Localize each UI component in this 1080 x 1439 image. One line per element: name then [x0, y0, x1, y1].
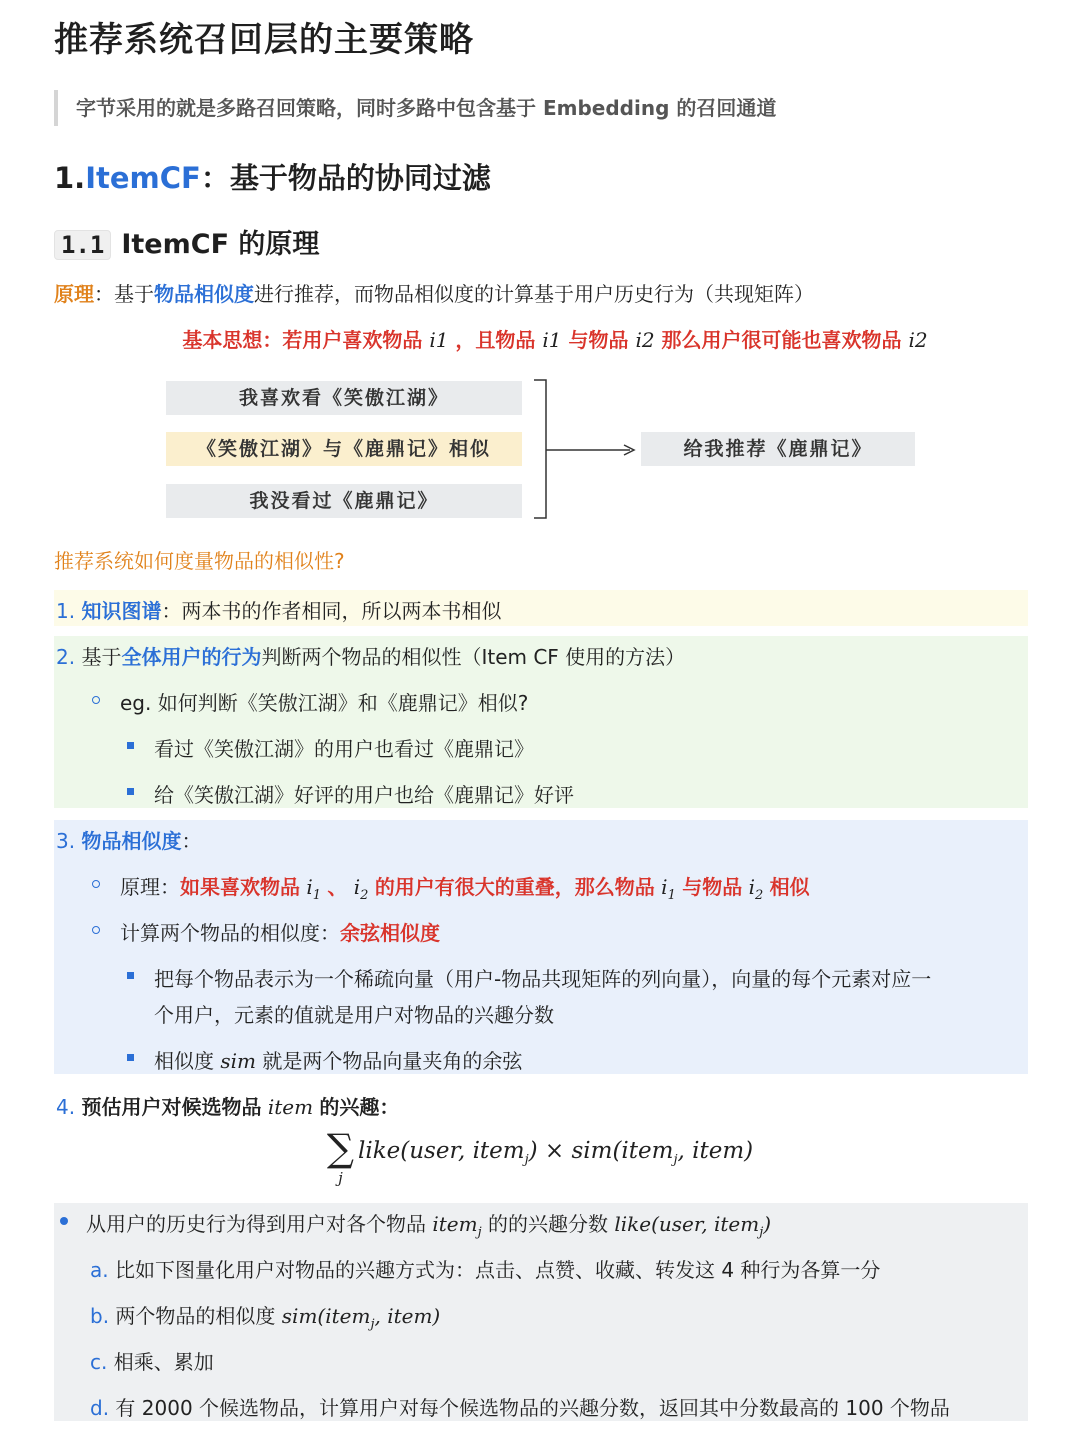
text-d: 有 2000 个候选物品，计算用户对每个候选物品的兴趣分数，返回其中分数最高的 100 个物品	[115, 1396, 950, 1420]
formula-part-1: like(user, item	[358, 1138, 525, 1164]
formula-part-3: , item)	[677, 1138, 754, 1164]
idea-text-4: 那么用户很可能也喜欢物品	[661, 328, 902, 352]
idea-text-1: 基本思想：若用户喜欢物品	[182, 328, 423, 352]
item2-text: 判断两个物品的相似性（Item CF 使用的方法）	[261, 645, 686, 669]
item2-bullet-2: 给《笑傲江湖》好评的用户也给《鹿鼎记》好评	[154, 783, 574, 807]
item3-principle-text-4: 相似	[769, 875, 810, 899]
item3-principle-label: 原理：	[120, 875, 180, 899]
item3-sim-post: 就是两个物品向量夹角的余弦	[262, 1049, 523, 1073]
item3-calc-highlight: 余弦相似度	[340, 921, 440, 945]
square-bullet-icon	[127, 972, 134, 979]
label-c: c.	[90, 1350, 108, 1374]
bottom-item-c	[90, 1346, 214, 1375]
formula	[0, 1126, 1080, 1190]
item3-principle-text-2: 的用户有很大的重叠，那么物品	[374, 875, 655, 899]
text-b-formula: sim(item	[281, 1304, 371, 1328]
section-number: 1.	[54, 161, 86, 195]
item4	[54, 1086, 1028, 1122]
subsection-text: ItemCF 的原理	[121, 229, 320, 260]
bottom-main	[86, 1208, 771, 1240]
sum-sign: ∑	[326, 1126, 355, 1170]
text-a: 比如下图量化用户对物品的兴趣方式为：点击、点赞、收藏、转发这 4 种行为各算一分	[114, 1258, 881, 1282]
item3-sub-2: 2	[360, 888, 369, 903]
item1-band	[54, 590, 1028, 626]
item4-var: item	[267, 1095, 314, 1119]
square-bullet-icon	[127, 742, 134, 749]
item3-colon: ：	[181, 829, 202, 853]
item1-number: 1.	[56, 599, 76, 623]
item4-line	[56, 1091, 399, 1120]
diagram-bracket-arrow	[530, 378, 650, 522]
diagram-box-2: 《笑傲江湖》与《鹿鼎记》相似	[166, 432, 522, 466]
circle-bullet-icon	[92, 696, 100, 704]
bottom-main-sub: j	[477, 1225, 482, 1240]
page-title: 推荐系统召回层的主要策略	[54, 20, 474, 60]
bottom-item-d	[90, 1392, 950, 1421]
bottom-main-formula-end: )	[763, 1212, 772, 1236]
sum-index: j	[338, 1169, 343, 1187]
item1-text: ：两本书的作者相同，所以两本书相似	[161, 599, 502, 623]
item3-sub-1: 1	[312, 888, 322, 903]
diagram-box-3: 我没看过《鹿鼎记》	[166, 484, 522, 518]
item2-bullet-1: 看过《笑傲江湖》的用户也看过《鹿鼎记》	[154, 737, 534, 761]
principle-text-2: 进行推荐，而物品相似度的计算基于用户历史行为（共现矩阵）	[254, 282, 814, 306]
itemcf-link[interactable]: ItemCF	[85, 161, 201, 195]
bottom-item-b	[90, 1300, 440, 1332]
item3-vector-line-2: 个用户，元素的值就是用户对物品的兴趣分数	[154, 1003, 554, 1027]
bottom-main-formula-sub: j	[759, 1225, 764, 1240]
principle-text-1: ：基于	[94, 282, 154, 306]
principle-paragraph	[54, 278, 814, 307]
item3-principle	[120, 871, 810, 903]
similarity-question: 推荐系统如何度量物品的相似性?	[54, 549, 345, 573]
section-heading-itemcf	[54, 156, 491, 197]
bottom-main-var: item	[432, 1212, 478, 1236]
item3-sub-4: 2	[754, 888, 764, 903]
item3-sub-3: 1	[667, 888, 676, 903]
idea-var-3: i2	[635, 328, 655, 352]
label-d: d.	[90, 1396, 110, 1420]
item4-number: 4.	[56, 1095, 76, 1119]
dot-bullet-icon	[60, 1217, 68, 1225]
item3-number: 3.	[56, 829, 76, 853]
item3-sim-pre: 相似度	[154, 1049, 214, 1073]
item3-calc-text: 计算两个物品的相似度：	[120, 921, 340, 945]
item3-sim	[154, 1045, 522, 1074]
principle-highlight: 物品相似度	[154, 282, 254, 306]
square-bullet-icon	[127, 788, 134, 795]
item2-pre: 基于	[81, 645, 122, 669]
label-a: a.	[90, 1258, 109, 1282]
item1-line	[56, 595, 501, 624]
item3-principle-text-1: 如果喜欢物品	[180, 875, 300, 899]
item3-var-1: i	[306, 875, 313, 899]
formula-expr	[358, 1138, 754, 1168]
bottom-main-text: 从用户的历史行为得到用户对各个物品	[86, 1212, 426, 1236]
text-b-sub: j	[370, 1317, 375, 1332]
item3-vector-line-1: 把每个物品表示为一个稀疏向量（用户-物品共现矩阵的列向量），向量的每个元素对应一	[154, 967, 932, 991]
item2-line	[56, 641, 685, 670]
item2-eg: eg. 如何判断《笑傲江湖》和《鹿鼎记》相似?	[120, 691, 529, 715]
sum-symbol	[327, 1126, 354, 1186]
item2-band	[54, 636, 1028, 808]
bottom-item-a	[90, 1254, 880, 1283]
item3-var-4: i	[748, 875, 755, 899]
item3-var-2: i	[353, 875, 361, 899]
item3-var-3: i	[661, 875, 668, 899]
circle-bullet-icon	[92, 926, 100, 934]
item3-calc	[120, 917, 440, 946]
item4-pre: 预估用户对候选物品	[81, 1095, 262, 1119]
diagram-result-box: 给我推荐《鹿鼎记》	[641, 432, 915, 466]
item3-principle-text-3: 与物品	[682, 875, 743, 899]
bottom-main-mid: 的的兴趣分数	[487, 1212, 608, 1236]
subsection-heading	[54, 222, 319, 261]
text-b: 两个物品的相似度	[115, 1304, 276, 1328]
formula-part-2: ) × sim(item	[528, 1138, 674, 1164]
idea-var-1: i1	[429, 328, 449, 352]
subsection-number: 1.1	[54, 230, 111, 260]
item3-separator: 、	[327, 875, 348, 899]
text-b-end: , item)	[374, 1304, 441, 1328]
formula-sub-1: j	[524, 1152, 529, 1168]
item3-line	[56, 825, 201, 854]
item3-band	[54, 820, 1028, 1074]
idea-text-2: ，且物品	[455, 328, 536, 352]
bottom-band	[54, 1203, 1028, 1421]
square-bullet-icon	[127, 1054, 134, 1061]
label-b: b.	[90, 1304, 110, 1328]
idea-var-2: i1	[542, 328, 562, 352]
item1-bold: 知识图谱	[81, 599, 162, 623]
principle-label: 原理	[54, 282, 94, 306]
circle-bullet-icon	[92, 880, 100, 888]
bottom-main-formula: like(user, item	[614, 1212, 760, 1236]
item2-bold: 全体用户的行为	[121, 645, 262, 669]
text-c: 相乘、累加	[113, 1350, 214, 1374]
item2-number: 2.	[56, 645, 76, 669]
idea-text-3: 与物品	[568, 328, 629, 352]
idea-var-4: i2	[908, 328, 928, 352]
blockquote: 字节采用的就是多路召回策略，同时多路中包含基于 Embedding 的召回通道	[54, 90, 776, 126]
item3-bold: 物品相似度	[81, 829, 182, 853]
item4-post: 的兴趣：	[319, 1095, 400, 1119]
diagram-box-1: 我喜欢看《笑傲江湖》	[166, 381, 522, 415]
formula-sub-2: j	[673, 1152, 678, 1168]
section-heading-text: ：基于物品的协同过滤	[200, 161, 491, 195]
basic-idea	[0, 324, 1080, 353]
item3-sim-var: sim	[220, 1049, 256, 1073]
